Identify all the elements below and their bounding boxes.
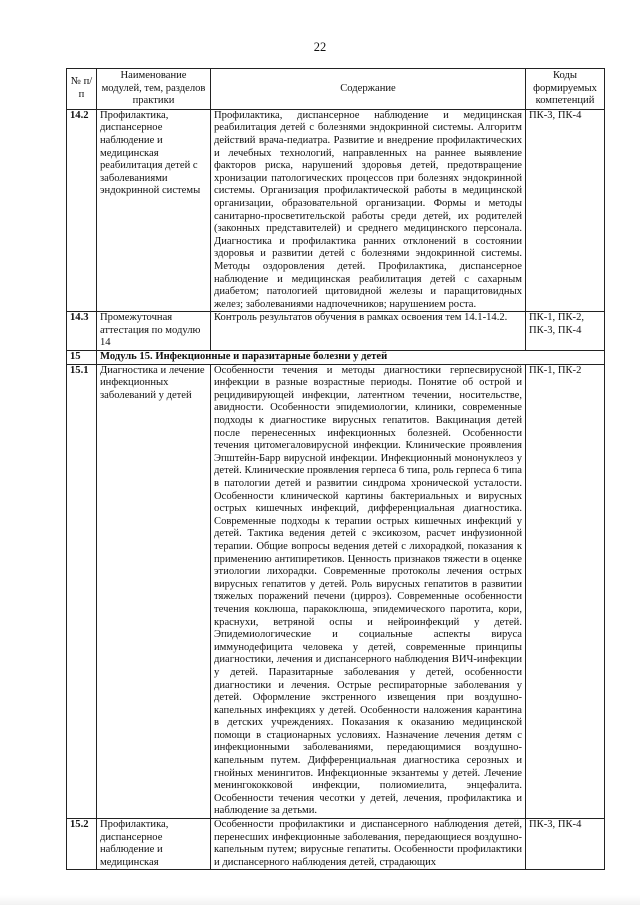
header-content: Содержание: [211, 69, 526, 110]
table-header-row: [67, 69, 605, 110]
row-content: Контроль результатов обучения в рамках освоения тем 14.1-14.2.: [211, 312, 526, 351]
row-name: Промежуточная аттестация по модулю 14: [97, 312, 211, 351]
row-num: 14.2: [67, 109, 97, 312]
row-codes: ПК-3, ПК-4: [526, 109, 605, 312]
row-num: 14.3: [67, 312, 97, 351]
header-codes: Коды формируемых компетенций: [526, 69, 605, 110]
row-codes: ПК-1, ПК-2: [526, 364, 605, 818]
table-row: [67, 364, 605, 818]
row-num: 15.2: [67, 819, 97, 870]
header-name: Наименование модулей, тем, разделов практики: [97, 69, 211, 110]
page-number: 22: [313, 40, 327, 54]
row-name: Профилактика, диспансерное наблюдение и медицинская реабилитация детей с заболеваниями эндокринной системы: [97, 109, 211, 312]
table-row: [67, 312, 605, 351]
row-codes: ПК-3, ПК-4: [526, 819, 605, 870]
module-num: 15: [67, 351, 97, 365]
module-title: Модуль 15. Инфекционные и паразитарные болезни у детей: [97, 351, 605, 365]
row-name: Профилактика, диспансерное наблюдение и медицинская: [97, 819, 211, 870]
curriculum-table: [66, 68, 605, 870]
page-bottom-edge: [0, 895, 640, 905]
header-num: № п/п: [67, 69, 97, 110]
table-row: [67, 819, 605, 870]
row-content: Особенности профилактики и диспансерного наблюдения детей, перенесших инфекционные заболевания, передающиеся воздушно-капельным путем; вирусные гепатиты. Особенности профилактики и диспансерного наблюдения детей, страдающих: [211, 819, 526, 870]
table-row: [67, 109, 605, 312]
row-content: Особенности течения и методы диагностики герпесвирусной инфекции в разные возрастные периоды. Понятие об острой и рецидивирующей инфекции, латентном течении, носительстве, авидности. Особенности эпидемиологии, клиники, современные подходы к диагностике вирусных гепатитов. Вакцинация детей после перенесенных инфекционных болезней. Особенности течения цитомегаловирусной инфекции. Клинические проявления Эпштейн-Барр вирусной инфекции. Инфекционный мононуклеоз у детей. Клинические проявления герпеса 6 типа, роль герпеса 6 типа в патологии детей и развитии синдрома хронической усталости. Особенности клинической картины бактериальных и вирусных острых кишечных инфекций, дифференциальная диагностика. Современные подходы к терапии острых кишечных инфекций у детей. Тактика ведения детей с эксикозом, расчет инфузионной терапии. Общие вопросы ведения детей с лихорадкой, показания к применению антипиретиков. Ценность признаков тяжести в оценке этиологии лихорадки. Современные протоколы лечения острых вирусных гепатитов у детей. Роль вирусных гепатитов в развитии тяжелых поражений печени (цирроз). Современные особенности течения коклюша, паракоклюша, эпидемического паротита, кори, краснухи, ветряной оспы и нейроинфекций у детей. Эпидемиологические и социальные аспекты вируса иммунодефицита человека у детей, современные принципы диагностики, лечения и диспансерного наблюдения ВИЧ-инфекции у детей. Паразитарные заболевания у детей, особенности диагностики и лечения. Острые респираторные заболевания у детей. Оформление экстренного извещения при воздушно-капельных инфекциях у детей. Особенности наложения карантина в детских учреждениях. Показания к оказанию медицинской помощи в стационарных условиях. Назначение лечения детям с инфекционными заболеваниями, передающимися воздушно-капельным путем. Дифференциальная диагностика серозных и гнойных менингитов. Инфекционные экзантемы у детей. Лечение менингококковой инфекции, полиомиелита, энцефалита. Особенности течения чесотки у детей, лечения, профилактика и наблюдение за детьми.: [211, 364, 526, 818]
module-row: [67, 351, 605, 365]
row-num: 15.1: [67, 364, 97, 818]
row-name: Диагностика и лечение инфекционных заболеваний у детей: [97, 364, 211, 818]
row-content: Профилактика, диспансерное наблюдение и медицинская реабилитация детей с болезнями эндокринной системы. Алгоритм действий врача-педиатра. Развитие и внедрение профилактических и лечебных технологий, направленных на раннее выявление факторов риска, нарушений здоровья детей, предотвращение хронизации патологических процессов при болезнях эндокринной системы. Организация профилактической работы в медицинской организации, образовательной организации. Формы и методы санитарно-просветительской работы среди детей, их родителей (законных представителей) и среднего медицинского персонала. Диагностика и профилактика ранних отклонений в состоянии здоровья и развитии детей с болезнями эндокринной системы. Методы оздоровления детей. Профилактика, диспансерное наблюдение и медицинская реабилитация детей с сахарным диабетом; патологией щитовидной железы и паращитовидных желез; заболеваниями надпочечников; нарушением роста.: [211, 109, 526, 312]
row-codes: ПК-1, ПК-2, ПК-3, ПК-4: [526, 312, 605, 351]
